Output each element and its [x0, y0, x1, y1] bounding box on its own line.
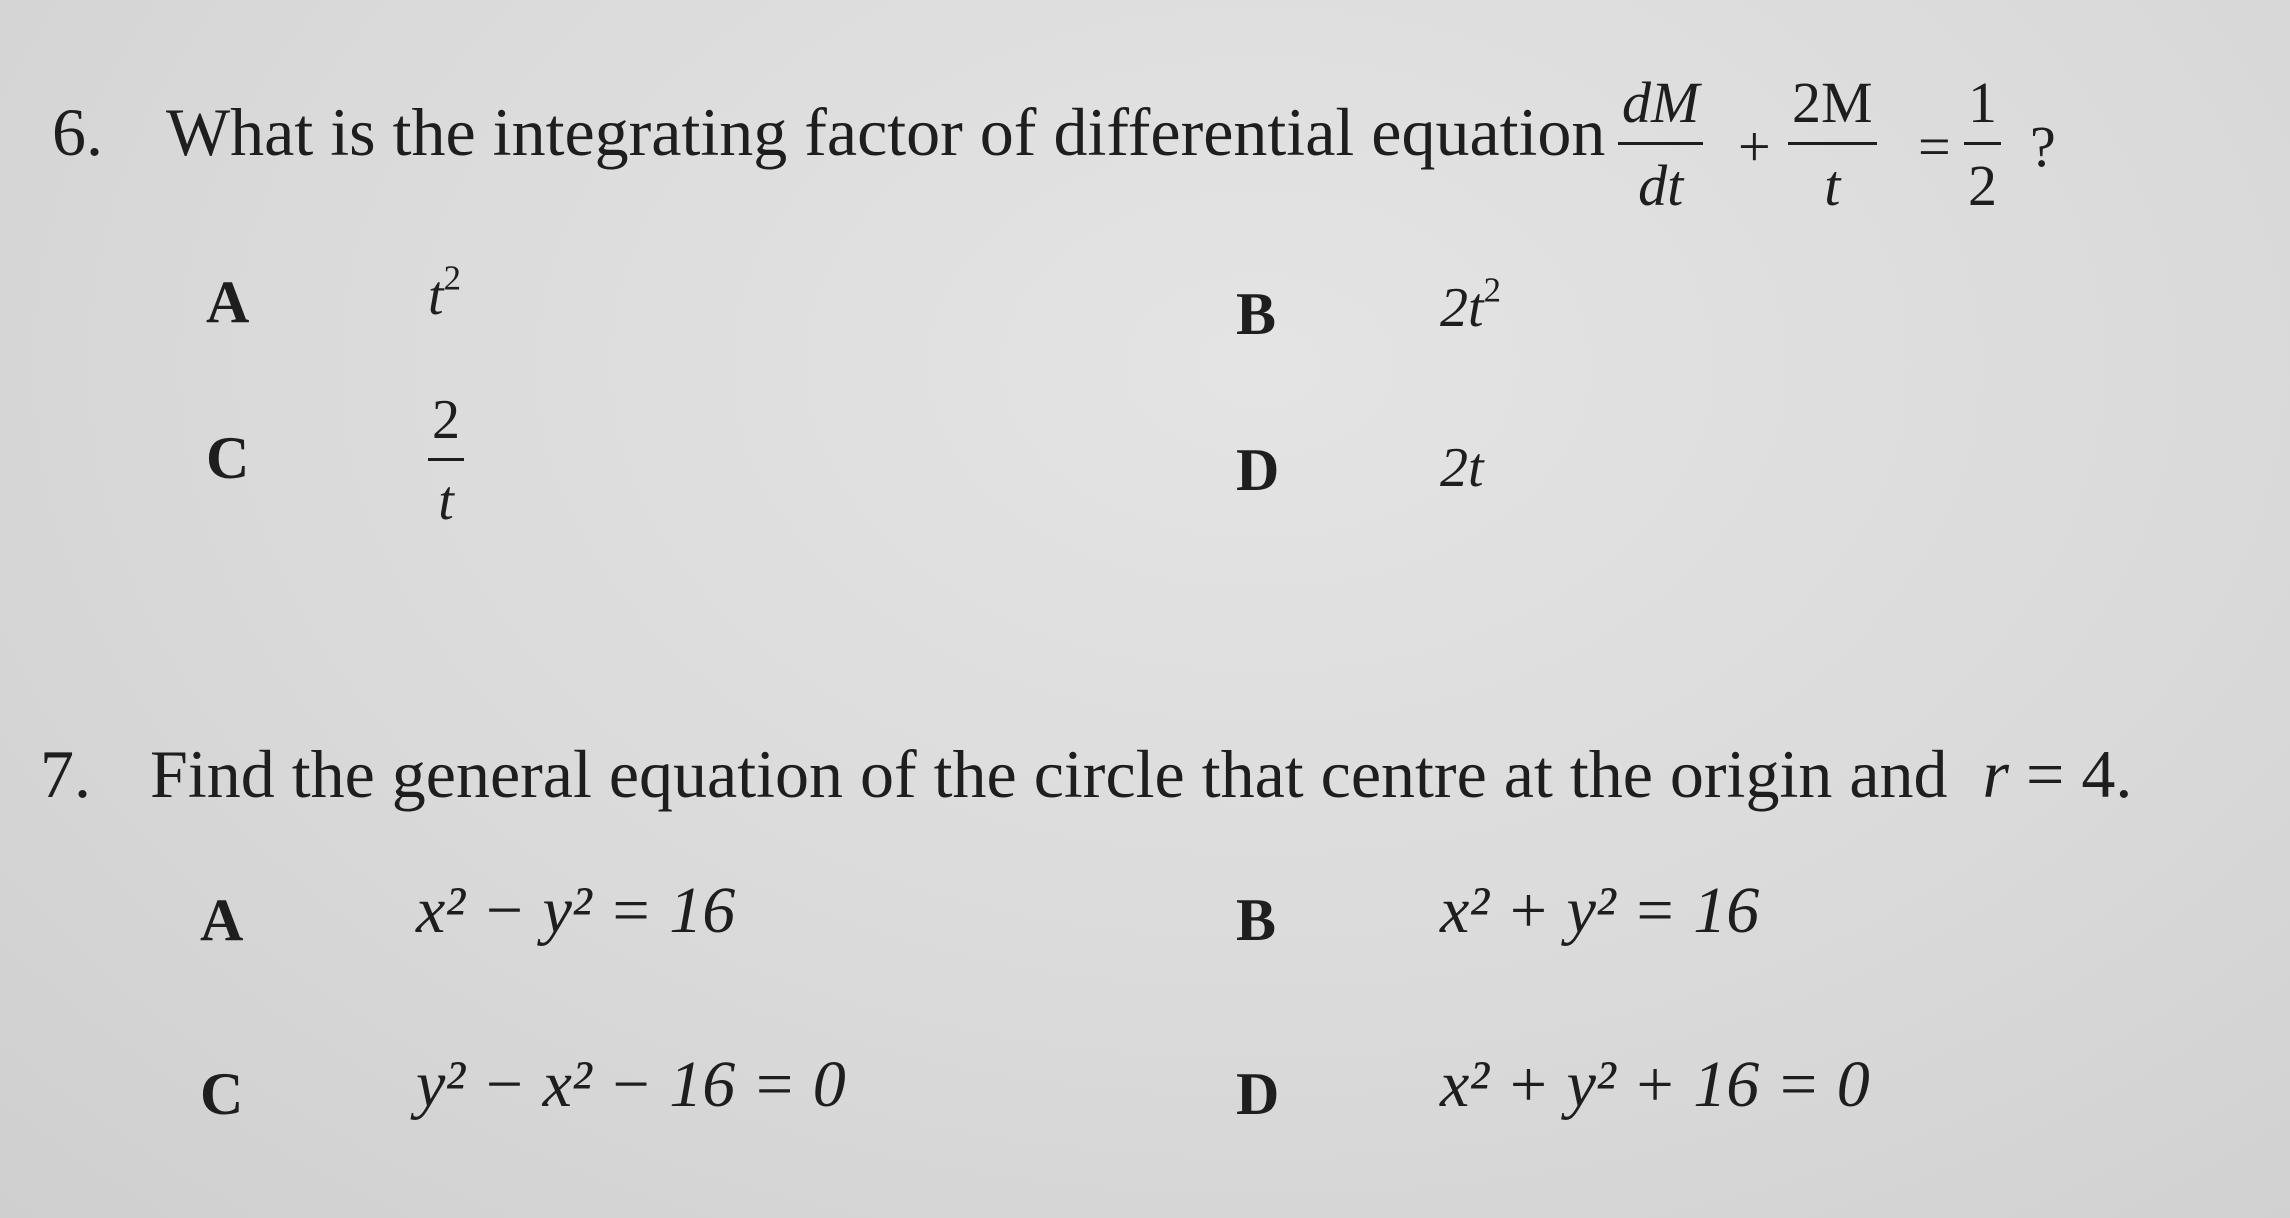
q6-frac2-den: t [1824, 153, 1841, 218]
q6-frac1-num: dM [1622, 70, 1700, 135]
q6-frac-2m-t [1788, 70, 1877, 218]
q7-option-b-label: B [1236, 887, 1277, 953]
q6-frac-dm-dt [1618, 70, 1703, 218]
q6-option-d-value: 2t [1440, 437, 1484, 499]
q6-question-mark: ? [2030, 114, 2056, 179]
q7-option-b-value: x² + y² = 16 [1440, 874, 1760, 947]
q6-option-c-den: t [438, 470, 454, 532]
q6-frac-1-2 [1964, 70, 2001, 218]
q7-option-c-value: y² − x² − 16 = 0 [416, 1048, 846, 1121]
q6-option-d-label: D [1236, 437, 1280, 503]
q7-option-d-label: D [1236, 1061, 1280, 1127]
q7-option-c-label: C [200, 1061, 244, 1127]
q6-option-c-num: 2 [432, 389, 460, 451]
q7-option-a-label: A [200, 887, 244, 953]
q6-text: What is the integrating factor of differential equation [166, 94, 1606, 170]
q7-option-a-value: x² − y² = 16 [416, 874, 736, 947]
q6-option-a-label: A [206, 269, 250, 335]
q6-frac3-num: 1 [1968, 70, 1997, 135]
q6-frac1-den: dt [1638, 153, 1684, 218]
q6-option-c-label: C [206, 425, 250, 491]
q6-plus: + [1738, 114, 1771, 179]
q7-option-d-value: x² + y² + 16 = 0 [1440, 1048, 1870, 1121]
q6-frac2-num: 2M [1792, 70, 1873, 135]
q6-option-b-value: $2t^2$ [1440, 270, 1501, 339]
q7-text [150, 736, 2133, 812]
q6-number: 6. [52, 94, 103, 170]
q7-condition-rest: = 4. [2009, 736, 2133, 812]
q7-condition-var: r [1982, 736, 2009, 812]
q6-option-a-value: $t^2$ [428, 258, 461, 327]
q7-text-body: Find the general equation of the circle that centre at the origin and [150, 736, 1948, 812]
q6-equals: = [1918, 114, 1951, 179]
q6-option-c-value [428, 389, 464, 532]
q6-frac3-den: 2 [1968, 153, 1997, 218]
q7-number: 7. [40, 736, 91, 812]
q6-option-b-label: B [1236, 281, 1277, 347]
